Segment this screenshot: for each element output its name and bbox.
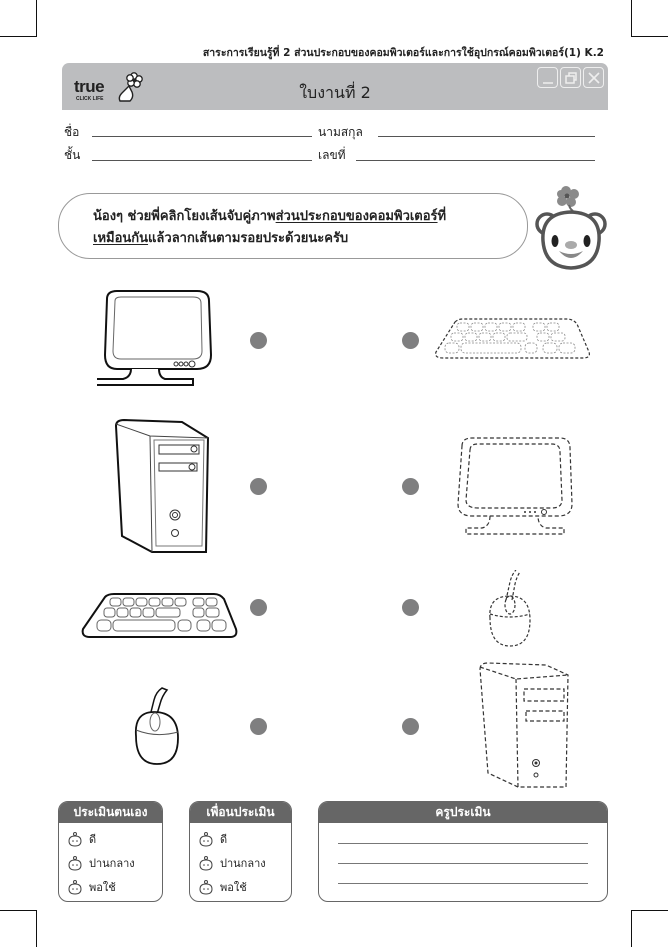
bear-face-icon <box>67 831 83 847</box>
bear-face-icon <box>67 855 83 871</box>
match-dot-left-3[interactable] <box>250 599 267 616</box>
self-evaluation-title: ประเมินตนเอง <box>59 802 162 823</box>
bear-mascot-icon <box>533 183 611 275</box>
monitor-dashed-image[interactable] <box>452 436 582 541</box>
subject-line: สาระการเรียนรู้ที่ 2 ส่วนประกอบของคอมพิวเตอร์และการใช้อุปกรณ์คอมพิวเตอร์(1) K.2 <box>202 47 604 59</box>
number-field[interactable] <box>356 160 595 161</box>
bear-face-icon <box>198 855 214 871</box>
match-dot-left-1[interactable] <box>250 332 267 349</box>
crop-mark-bottom-right <box>631 910 668 947</box>
bear-face-icon <box>67 879 83 895</box>
surname-field[interactable] <box>378 136 595 137</box>
class-field[interactable] <box>92 160 312 161</box>
class-label: ชั้น <box>64 148 81 162</box>
mouse-dashed-image[interactable] <box>484 570 540 650</box>
number-label: เลขที่ <box>318 148 346 162</box>
worksheet-title: ใบงานที่ 2 <box>299 83 371 102</box>
close-icon <box>587 71 601 85</box>
restore-button[interactable] <box>560 67 581 88</box>
system-unit-dashed-image[interactable] <box>476 661 581 791</box>
true-click-life-logo: true CLICK LIFE <box>74 71 144 103</box>
instruction-text: น้องๆ ช่วยพี่คลิกโยงเส้นจับคู่ภาพส่วนประกอบของคอมพิวเตอร์ที่ เหมือนกันแล้วลากเส้นตามรอยประด้วยนะครับ <box>93 209 447 246</box>
close-button[interactable] <box>583 67 604 88</box>
mouse-image[interactable] <box>132 686 188 768</box>
system-unit-image[interactable] <box>112 418 212 558</box>
bear-face-icon <box>198 879 214 895</box>
match-dot-right-3[interactable] <box>402 599 419 616</box>
self-eval-option-medium[interactable]: ปานกลาง <box>59 851 162 875</box>
keyboard-dashed-image[interactable] <box>433 318 593 362</box>
crop-mark-top-right <box>631 0 668 37</box>
crop-mark-top-left <box>0 0 37 37</box>
restore-icon <box>564 71 578 85</box>
teacher-comment-line-1[interactable] <box>338 843 588 844</box>
peer-evaluation-box <box>189 801 292 902</box>
self-eval-option-good[interactable]: ดี <box>59 827 162 851</box>
instruction-bubble <box>58 193 528 259</box>
minimize-icon <box>541 71 555 85</box>
worksheet-titlebar <box>62 63 608 110</box>
surname-label: นามสกุล <box>318 125 363 139</box>
self-evaluation-box <box>58 801 163 902</box>
peer-eval-option-fair[interactable]: พอใช้ <box>190 875 291 899</box>
peer-eval-option-medium[interactable]: ปานกลาง <box>190 851 291 875</box>
name-field[interactable] <box>92 136 312 137</box>
window-controls <box>537 67 604 88</box>
match-dot-right-4[interactable] <box>402 718 419 735</box>
match-dot-left-2[interactable] <box>250 478 267 495</box>
peer-eval-option-good[interactable]: ดี <box>190 827 291 851</box>
monitor-image[interactable] <box>97 289 217 389</box>
crop-mark-bottom-left <box>0 910 37 947</box>
match-dot-right-1[interactable] <box>402 332 419 349</box>
match-dot-left-4[interactable] <box>250 718 267 735</box>
minimize-button[interactable] <box>537 67 558 88</box>
peer-evaluation-title: เพื่อนประเมิน <box>190 802 291 823</box>
teacher-evaluation-box <box>318 801 608 902</box>
match-dot-right-2[interactable] <box>402 478 419 495</box>
teacher-comment-line-3[interactable] <box>338 883 588 884</box>
teacher-evaluation-title: ครูประเมิน <box>319 802 607 823</box>
bear-face-icon <box>198 831 214 847</box>
keyboard-image[interactable] <box>80 593 240 641</box>
self-eval-option-fair[interactable]: พอใช้ <box>59 875 162 899</box>
name-label: ชื่อ <box>64 125 80 139</box>
teacher-comment-line-2[interactable] <box>338 863 588 864</box>
